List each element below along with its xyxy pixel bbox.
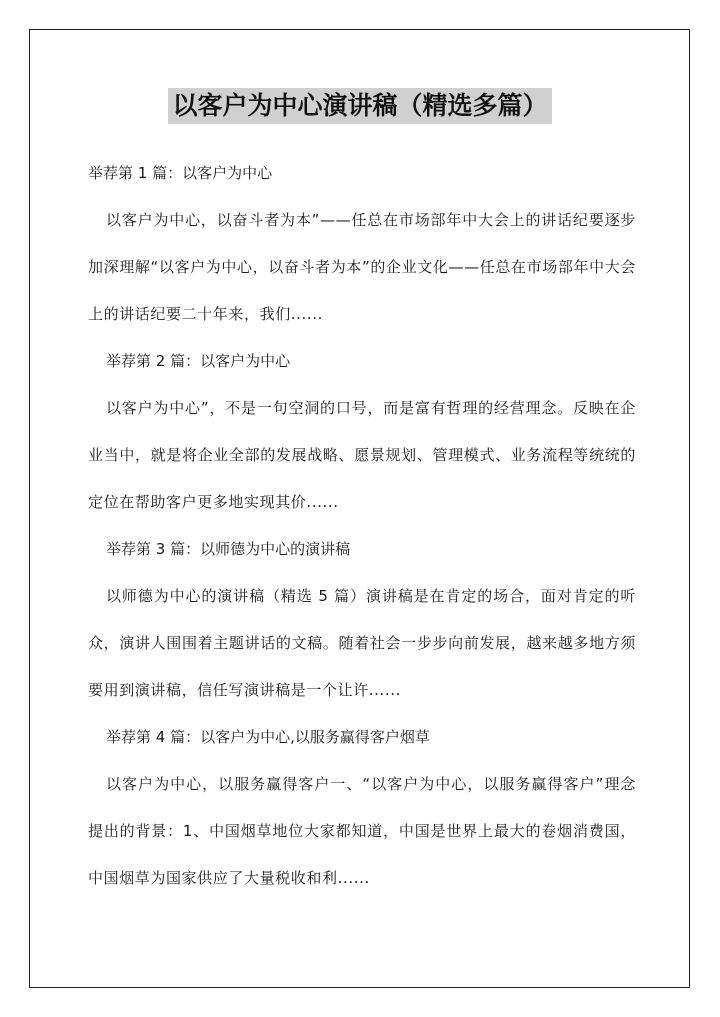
section-text-1: 以客户为中心，以奋斗者为本”——任总在市场部年中大会上的讲话纪要逐步加深理解“以客户为中心，以奋斗者为本”的企业文化——任总在市场部年中大会上的讲话纪要二十年来，我们......	[88, 211, 636, 323]
title-container	[0, 88, 720, 124]
document-title: 以客户为中心演讲稿（精选多篇）	[168, 88, 551, 124]
section-heading-3: 举荐第 3 篇：以师德为中心的演讲稿	[106, 540, 351, 558]
section-heading-4: 举荐第 4 篇：以客户为中心,以服务赢得客户烟草	[106, 728, 430, 746]
section-text-2: 以客户为中心”，不是一句空洞的口号，而是富有哲理的经营理念。反映在企业当中，就是将企业全部的发展战略、愿景规划、管理模式、业务流程等统统的定位在帮助客户更多地实现其价......	[88, 399, 636, 511]
section-text-4: 以客户为中心，以服务赢得客户一、“以客户为中心，以服务赢得客户”理念提出的背景：1、中国烟草地位大家都知道，中国是世界上最大的卷烟消费国，中国烟草为国家供应了大量税收和利......	[88, 775, 636, 887]
section-text-3: 以师德为中心的演讲稿（精选 5 篇）演讲稿是在肯定的场合，面对肯定的听众，演讲人围围着主题讲话的文稿。随着社会一步步向前发展，越来越多地方须要用到演讲稿，信任写演讲稿是一个让许......	[88, 587, 636, 699]
section-heading-1: 举荐第 1 篇：以客户为中心	[88, 164, 273, 182]
section-heading-2: 举荐第 2 篇：以客户为中心	[106, 352, 291, 370]
document-body	[88, 150, 636, 902]
